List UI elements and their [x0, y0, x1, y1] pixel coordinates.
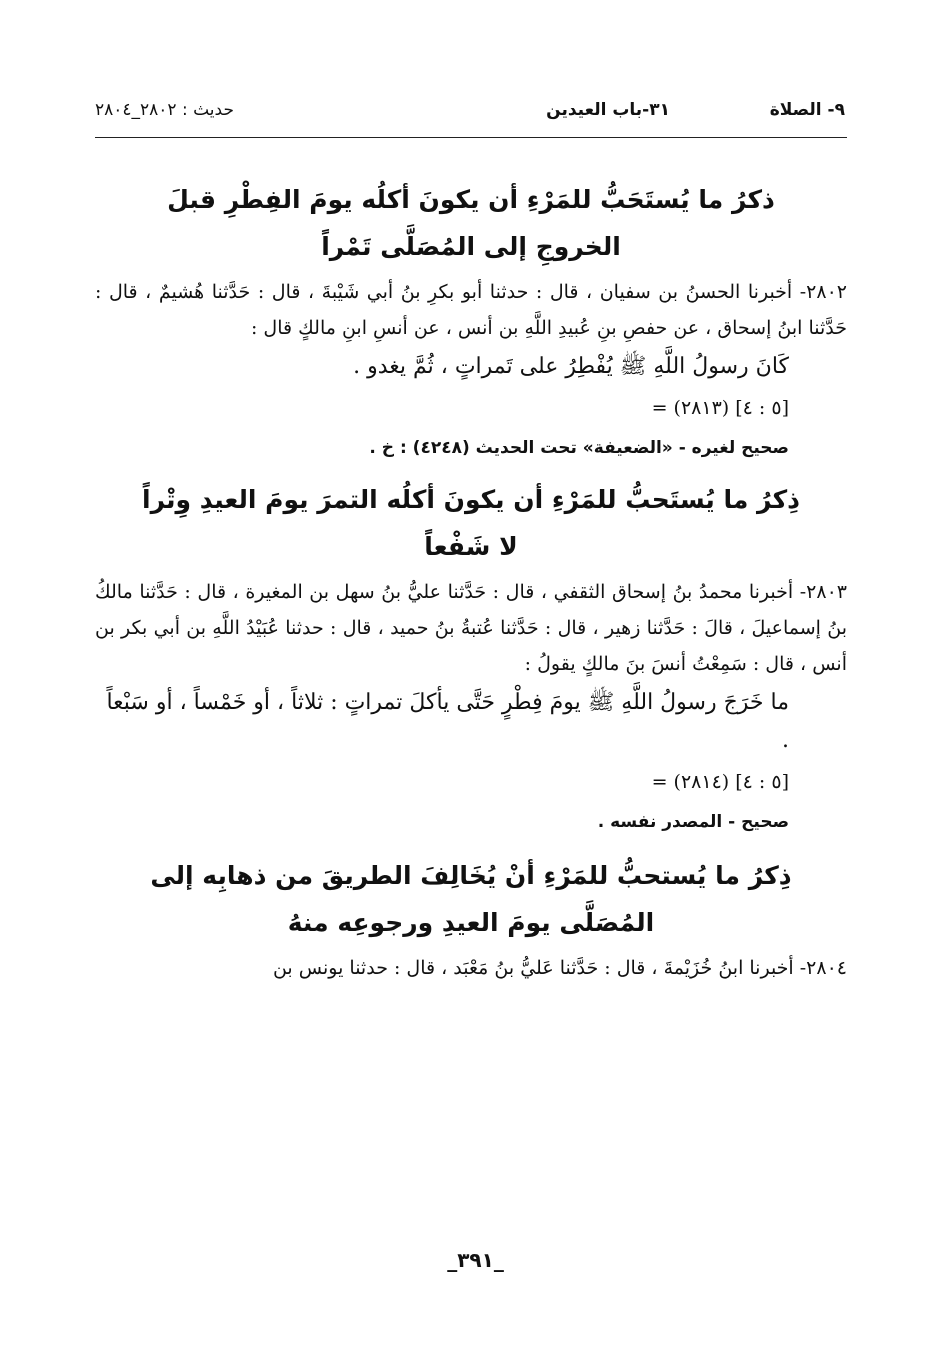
hadith-matn: ما خَرَجَ رسولُ اللَّهِ ﷺ يومَ فِطْرٍ حَتَّى يأكلَ تمراتٍ : ثلاثاً ، أو خَمْساً ، أو سَبْعاً . [106, 690, 789, 753]
heading-line: الخروجِ إلى المُصَلَّى تَمْراً [321, 232, 621, 261]
chapter-title: ٩- الصلاة [769, 100, 845, 120]
cross-reference: = (٢٨١٤) [٥ : ٤] [651, 771, 789, 793]
chapter-heading [95, 176, 847, 270]
section-title: ٣١-باب العيدين [546, 100, 670, 120]
hadith-range: حديث : ٢٨٠٢_٢٨٠٤ [95, 100, 234, 120]
running-header [95, 100, 845, 128]
hadith-matn: كَانَ رسولُ اللَّهِ ﷺ يُفْطِرُ على تَمراتٍ ، ثُمَّ يغدو . [353, 354, 789, 379]
chapter-heading [95, 852, 847, 946]
hadith-grade: صحيح - المصدر نفسه . [597, 812, 789, 832]
page-number: _٣٩١_ [447, 1248, 504, 1272]
hadith-isnad: ٢٨٠٤- أخبرنا ابنُ خُزَيْمةَ ، قال : حَدَّثنا عَليُّ بنُ مَعْبَد ، قال : حدثنا يونس بن [272, 957, 847, 979]
hadith-isnad: ٢٨٠٢- أخبرنا الحسنُ بن سفيان ، قال : حدثنا أبو بكرِ بنُ أبي شَيْبةَ ، قال : حَدَّثنا هُشيمٌ ، قال : حَدَّثنا ابنُ إسحاق ، عن حفصِ بنِ عُبيدِ اللَّهِ بن أنس ، عن أنسِ ابنِ مالكٍ قال : [95, 281, 847, 339]
cross-reference: = (٢٨١٣) [٥ : ٤] [651, 397, 789, 419]
heading-line: ذكرُ ما يُستَحَبُّ للمَرْءِ أن يكونَ أكلُه يومَ الفِطْرِ قبلَ [167, 185, 775, 214]
heading-line: ذِكرُ ما يُستَحبُّ للمَرْءِ أن يكونَ أكلُه التمرَ يومَ العيدِ وِتْراً [142, 485, 800, 514]
chapter-heading [95, 476, 847, 570]
page-body [95, 176, 847, 986]
heading-line: ذِكرُ ما يُستحبُّ للمَرْءِ أنْ يُخَالِفَ الطريقَ من ذهابِه إلى [150, 861, 792, 890]
hadith-grade: صحيح لغيره - «الضعيفة» تحت الحديث (٤٢٤٨) : خ . [369, 438, 789, 458]
hadith-isnad: ٢٨٠٣- أخبرنا محمدُ بنُ إسحاق الثقفي ، قال : حَدَّثنا عليُّ بنُ سهل بن المغيرة ، قال : حَدَّثنا مالكُ بنُ إسماعيلَ ، قالَ : حَدَّثنا زهير ، قال : حَدَّثنا عُتبةُ بنُ حميد ، قال : حدثنا عُبَيْدُ اللَّهِ بن أبي بكر بن أنس ، قال : سَمِعْتُ أنسَ بنَ مالكٍ يقولُ : [95, 581, 847, 675]
header-divider [95, 137, 847, 138]
heading-line: لا شَفْعاً [424, 532, 518, 561]
heading-line: المُصَلَّى يومَ العيدِ ورجوعِه منهُ [287, 908, 655, 937]
